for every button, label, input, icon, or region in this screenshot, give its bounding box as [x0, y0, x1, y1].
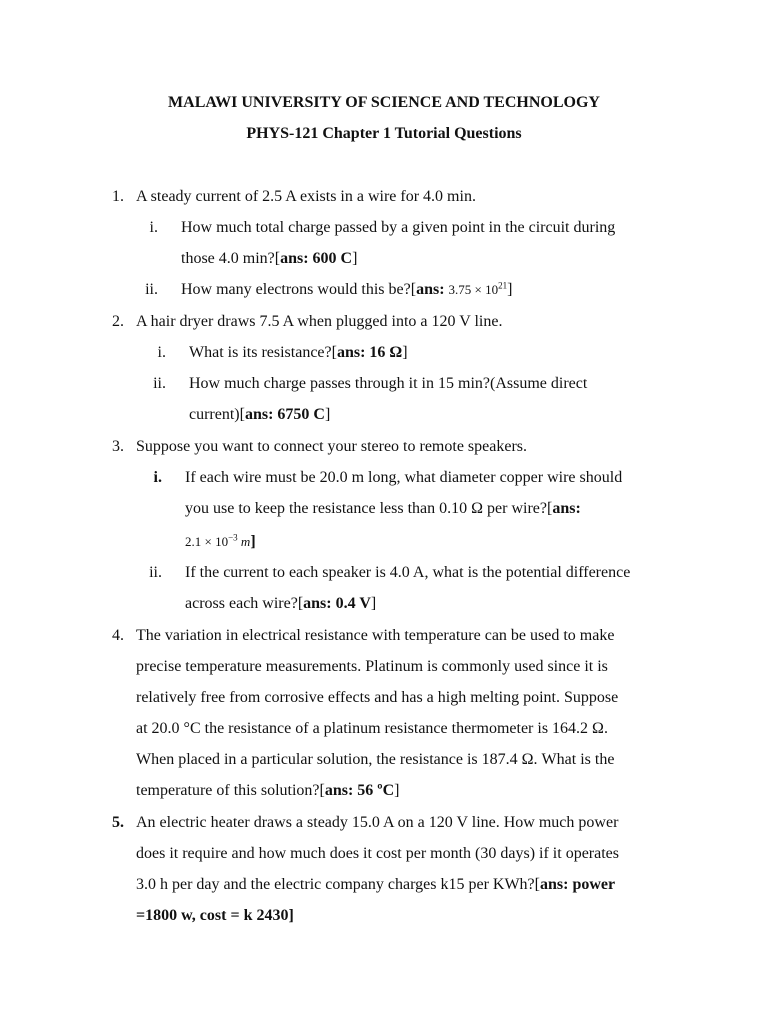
answer-unit: m — [240, 534, 251, 549]
question-number: 5. — [112, 814, 124, 831]
answer: ans: 600 C — [280, 250, 353, 267]
question-text: A hair dryer draws 7.5 A when plugged into a 120 V line. — [136, 313, 503, 330]
answer: ans: 56 ºC — [324, 782, 395, 799]
answer-bracket: ] — [250, 533, 256, 550]
course-title: PHYS-121 Chapter 1 Tutorial Questions — [246, 125, 522, 142]
answer: ans: 6750 C — [244, 406, 325, 423]
sub-number: i. — [149, 219, 158, 236]
sub-text-line2: those 4.0 min?[ — [181, 250, 281, 267]
sub-text-line1 — [181, 274, 681, 305]
sub-text-line1: How much charge passes through it in 15 min?(Assume direct — [189, 375, 588, 392]
answer-bracket: ] — [324, 406, 331, 423]
question-line: When placed in a particular solution, the resistance is 187.4 Ω. What is the — [136, 751, 615, 768]
sub-number: ii. — [145, 281, 158, 298]
question-text: Suppose you want to connect your stereo to remote speakers. — [136, 438, 528, 455]
sub-text-line2: across each wire?[ — [185, 595, 304, 612]
answer: ans: — [552, 500, 581, 517]
question-1-sub-i-line2 — [181, 243, 357, 274]
answer: ans: power — [539, 876, 616, 893]
answer: ans: — [416, 281, 445, 298]
question-text — [136, 807, 696, 931]
answer-mantissa: 3.75 × 10 — [448, 282, 499, 297]
question-3-sub-i-line2 — [185, 493, 705, 524]
question-line: does it require and how much does it cost per month (30 days) if it operates — [136, 845, 619, 862]
question-text — [136, 620, 696, 806]
question-line: relatively free from corrosive effects and has a high melting point. Suppose — [136, 689, 619, 706]
answer: ans: 16 Ω — [336, 344, 403, 361]
question-text: A steady current of 2.5 A exists in a wire for 4.0 min. — [136, 188, 476, 205]
university-title: MALAWI UNIVERSITY OF SCIENCE AND TECHNOLOGY — [168, 94, 600, 111]
question-line: at 20.0 °C the resistance of a platinum resistance thermometer is 164.2 Ω. — [136, 720, 608, 737]
question-3-sub-ii-line2 — [185, 588, 376, 619]
sub-text-line1 — [189, 337, 689, 368]
sub-text-line1: If the current to each speaker is 4.0 A, what is the potential difference — [185, 564, 631, 581]
question-number: 2. — [112, 313, 124, 330]
question-text-last: temperature of this solution?[ — [136, 782, 325, 799]
sub-number: i. — [153, 469, 162, 486]
question-number: 1. — [112, 188, 124, 205]
question-3-sub-i-line3 — [185, 526, 256, 557]
sub-text-line1: How much total charge passed by a given point in the circuit during — [181, 219, 616, 236]
question-line: The variation in electrical resistance with temperature can be used to make — [136, 627, 615, 644]
answer: ans: 0.4 V — [303, 595, 371, 612]
sub-text-line2: current)[ — [189, 406, 245, 423]
sub-text-line1: If each wire must be 20.0 m long, what diameter copper wire should — [185, 469, 623, 486]
question-line: An electric heater draws a steady 15.0 A on a 120 V line. How much power — [136, 814, 619, 831]
question-text-last: 3.0 h per day and the electric company charges k15 per KWh?[ — [136, 876, 540, 893]
answer-bracket: ] — [507, 281, 513, 298]
sub-text: How many electrons would this be?[ — [181, 281, 417, 298]
sub-text-line2: you use to keep the resistance less than 0.10 Ω per wire?[ — [185, 500, 553, 517]
sub-number: ii. — [153, 375, 166, 392]
sub-text: What is its resistance?[ — [189, 344, 337, 361]
sub-number: ii. — [149, 564, 162, 581]
answer-value — [185, 534, 250, 549]
answer-exponent: −3 — [228, 532, 238, 543]
sub-number: i. — [157, 344, 166, 361]
answer-value — [449, 282, 508, 297]
answer-bracket: ] — [352, 250, 358, 267]
question-number: 4. — [112, 627, 124, 644]
answer-bracket: ] — [394, 782, 400, 799]
question-number: 3. — [112, 438, 124, 455]
question-line: precise temperature measurements. Platinum is commonly used since it is — [136, 658, 608, 675]
question-line — [136, 775, 696, 806]
answer-line2: =1800 w, cost = k 2430] — [136, 907, 294, 924]
answer-mantissa: 2.1 × 10 — [185, 534, 229, 549]
question-line — [136, 869, 696, 900]
answer-bracket: ] — [402, 344, 408, 361]
question-2-sub-ii-line2 — [189, 399, 330, 430]
answer-exponent: 21 — [498, 280, 508, 291]
answer-bracket: ] — [370, 595, 377, 612]
